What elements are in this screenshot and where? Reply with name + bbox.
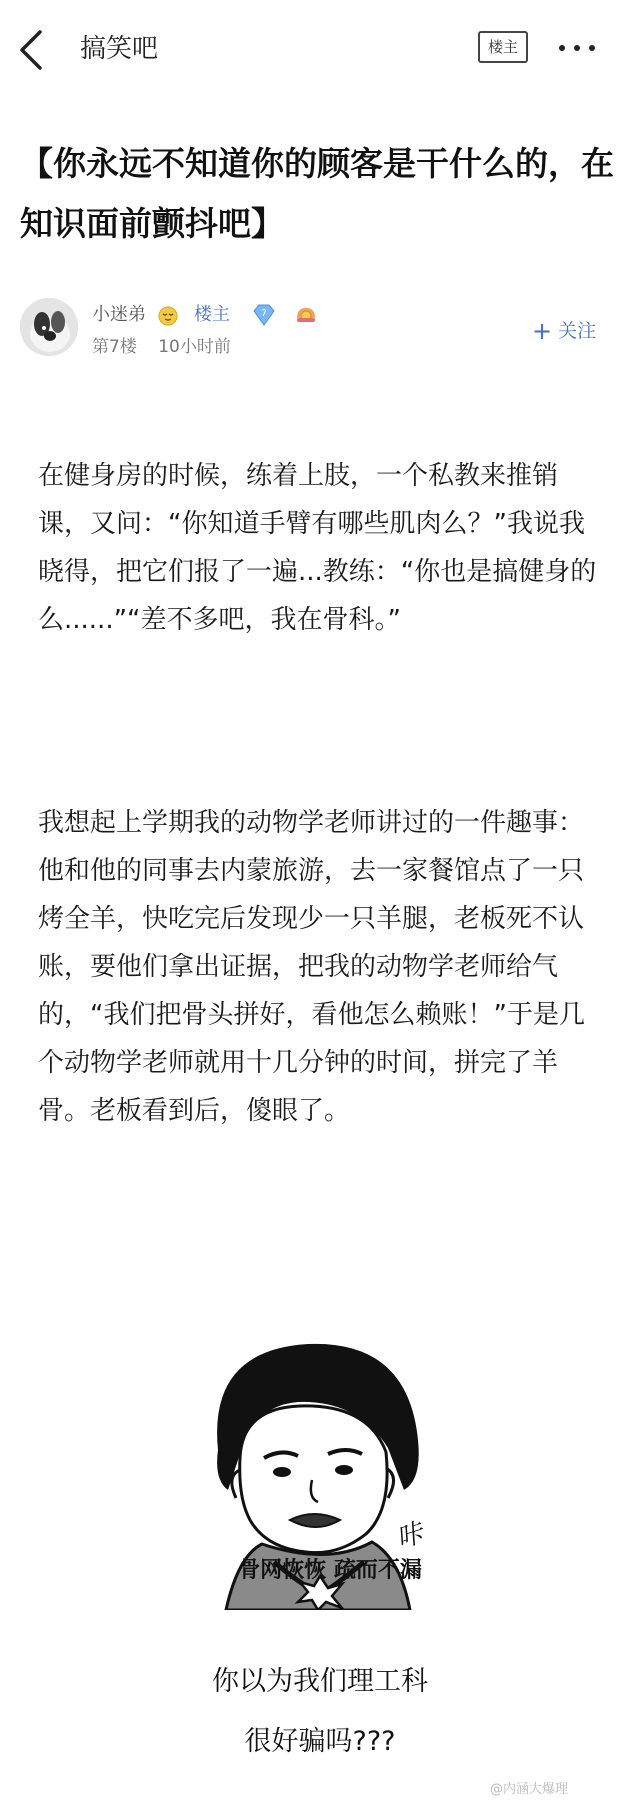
level-number: 7 [261,309,267,319]
floor-number: 第7楼 [92,337,137,357]
op-tag: 楼主 [194,304,230,325]
more-options-icon[interactable] [557,38,597,58]
follow-button[interactable] [532,318,596,344]
post-paragraph: 在健身房的时候，练着上肢，一个私教来推销课，又问：“你知道手臂有哪些肌肉么？”我说我晓得，把它们报了一遍...教练：“你也是搞健身的么......”“差不多吧，我在骨科。” [38,461,597,635]
author-name[interactable]: 小迷弟 [92,304,146,325]
post-time: 10小时前 [158,337,231,357]
closing-text [150,1652,490,1772]
post-paragraph: 我想起上学期我的动物学老师讲过的一件趣事：他和他的同事去内蒙旅游，去一家餐馆点了一只烤全羊，快吃完后发现少一只羊腿，老板死不认账，要他们拿出证据，把我的动物学老师给气的，“我们把骨头拼好，看他怎么赖账！”于是几个动物学老师就用十几分钟的时间，拼完了羊骨。老板看到后，傻眼了。 [38,808,585,1126]
member-badge-icon [294,304,318,326]
plus-icon: + [532,317,553,345]
follow-label: 关注 [558,320,597,342]
level-diamond-icon [250,303,278,327]
author-avatar[interactable] [20,298,78,356]
post-title: 【你永远不知道你的顾客是干什么的，在知识面前颤抖吧】 [20,144,614,243]
closing-line: 你以为我们理工科 [212,1666,428,1697]
watermark: @内涵大爆理 [490,1782,569,1797]
forum-name[interactable]: 搞笑吧 [80,34,159,64]
avatar-image [20,298,78,356]
op-only-button[interactable]: 楼主 [478,31,528,63]
meme-caption: 骨网恢恢 疏而不漏 [238,1558,422,1583]
top-bar [0,0,640,100]
sleepy-emoji-icon [158,306,178,326]
closing-line: 很好骗吗??? [244,1726,396,1757]
post-meta [92,335,247,359]
back-arrow-icon[interactable] [14,28,50,72]
meme-sound-text: 咔 [392,1518,427,1555]
